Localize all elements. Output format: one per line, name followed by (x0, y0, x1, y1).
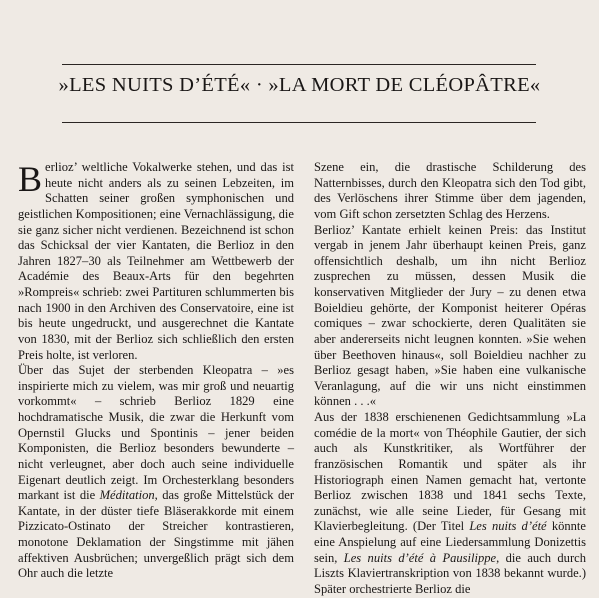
bottom-rule (62, 122, 536, 123)
right-column (314, 160, 586, 598)
right-paragraph-1: Szene ein, die drastische Schilderung des Natternbisses, durch den Kleopatra sich den Tod gibt, des Verlöschens ihrer Stimme über dem jagenden, vom Gift schon zersetzten Schlag des Herzens. (314, 160, 586, 221)
left-paragraph-2-italic: Méditation (99, 488, 155, 503)
right-paragraph-3-italic-1: Les nuits d’été (469, 519, 547, 534)
right-paragraph-3-italic-2: Les nuits d’été à Pausilippe (343, 550, 497, 565)
right-paragraph-3-text-b: könnte eine Anspielung auf eine Liedersammlung Donizettis sein, (314, 519, 586, 565)
right-paragraph-3-text-a: Aus der 1838 erschienenen Gedichtsammlung »La comédie de la mort« von Théophile Gautier, der sich auch als Kunstkritiker, als Wortführer der französischen Romantik und später als ihr Historiograph einen Namen gemacht hat, vertonte Berlioz zwischen 1838 und 1841 sechs Texte, zunächst, wie alle seine Lieder, für Gesang mit Klavierbegleitung. (Der Titel (314, 410, 586, 534)
right-paragraph-2: Berlioz’ Kantate erhielt keinen Preis: das Institut vergab in jenem Jahr überhaupt keinen Preis, ganz offensichtlich deshalb, um ihn nicht Berlioz zusprechen zu müssen, dessen Musik die konservativen Mitglieder der Jury – zu denen etwa Boieldieu gehörte, der Komponist heiterer Opéras comiques – zwar schockierte, deren Qualitäten sie aber andererseits nicht leugnen konnten. »Sie wehen über Beethoven hinaus«, soll Boieldieu nachher zu Berlioz gesagt haben, »Sie haben eine vulkanische Veranlagung, auf die wir uns nicht einstimmen können . . .« (314, 222, 586, 409)
left-paragraph-1-text: erlioz’ weltliche Vokalwerke stehen, und das ist heute nicht anders als zu seinen Lebzeiten, im Schatten seiner großen symphonischen und geistlichen Kompositionen; eine Vernachlässigung, die sie ganz sicher nicht verdienen. Bezeichnend ist schon das Schicksal der vier Kantaten, die Berlioz in den Jahren 1827–30 als Teilnehmer am Wettbewerb der Académie des Beaux-Arts für den begehrten »Rompreis« schrieb: zwei Partituren schlummerten bis nach 1900 in den Archiven des Conservatoire, eine ist bis heute ungedruckt, und ausgerechnet die Kantate von 1830, mit der Berlioz sich schließlich den ersten Preis holte, ist verloren. (18, 160, 294, 362)
left-paragraph-1 (18, 160, 294, 363)
right-paragraph-3-text-c: , die auch durch Liszts Klaviertranskription von 1838 bekannt wurde.) Später orchestrierte Berlioz die (314, 550, 586, 596)
drop-cap: B (18, 159, 43, 199)
left-paragraph-2-text-a: Über das Sujet der sterbenden Kleopatra – »es inspirierte mich zu vielem, was mir groß und neuartig vorkommt« – schrieb Berlioz 1829 eine hochdramatische Musik, die zwar die Herkunft vom Opernstil Glucks und Spontinis – jener beiden Komponisten, die Berlioz besonders bewunderte – nicht verleugnet, aber doch auch seine individuelle Eigenart deutlich zeigt. Im Orchesterklang besonders markant ist die (18, 363, 294, 503)
left-paragraph-2-text-b: , das große Mittelstück der Kantate, in der düster tiefe Bläserakkorde mit einem Pizzicato-Ostinato der Streicher kontrastieren, monotone Deklamation der Singstimme mit jähen affektiven Ausbrüchen; unvergeßlich prägt sich dem Ohr auch die letzte (18, 488, 294, 581)
right-paragraph-3 (314, 410, 586, 598)
left-column (18, 160, 294, 582)
page-title: »LES NUITS D’ÉTÉ« · »LA MORT DE CLÉOPÂTRE« (58, 74, 541, 96)
left-paragraph-2 (18, 363, 294, 582)
top-rule (62, 64, 536, 65)
